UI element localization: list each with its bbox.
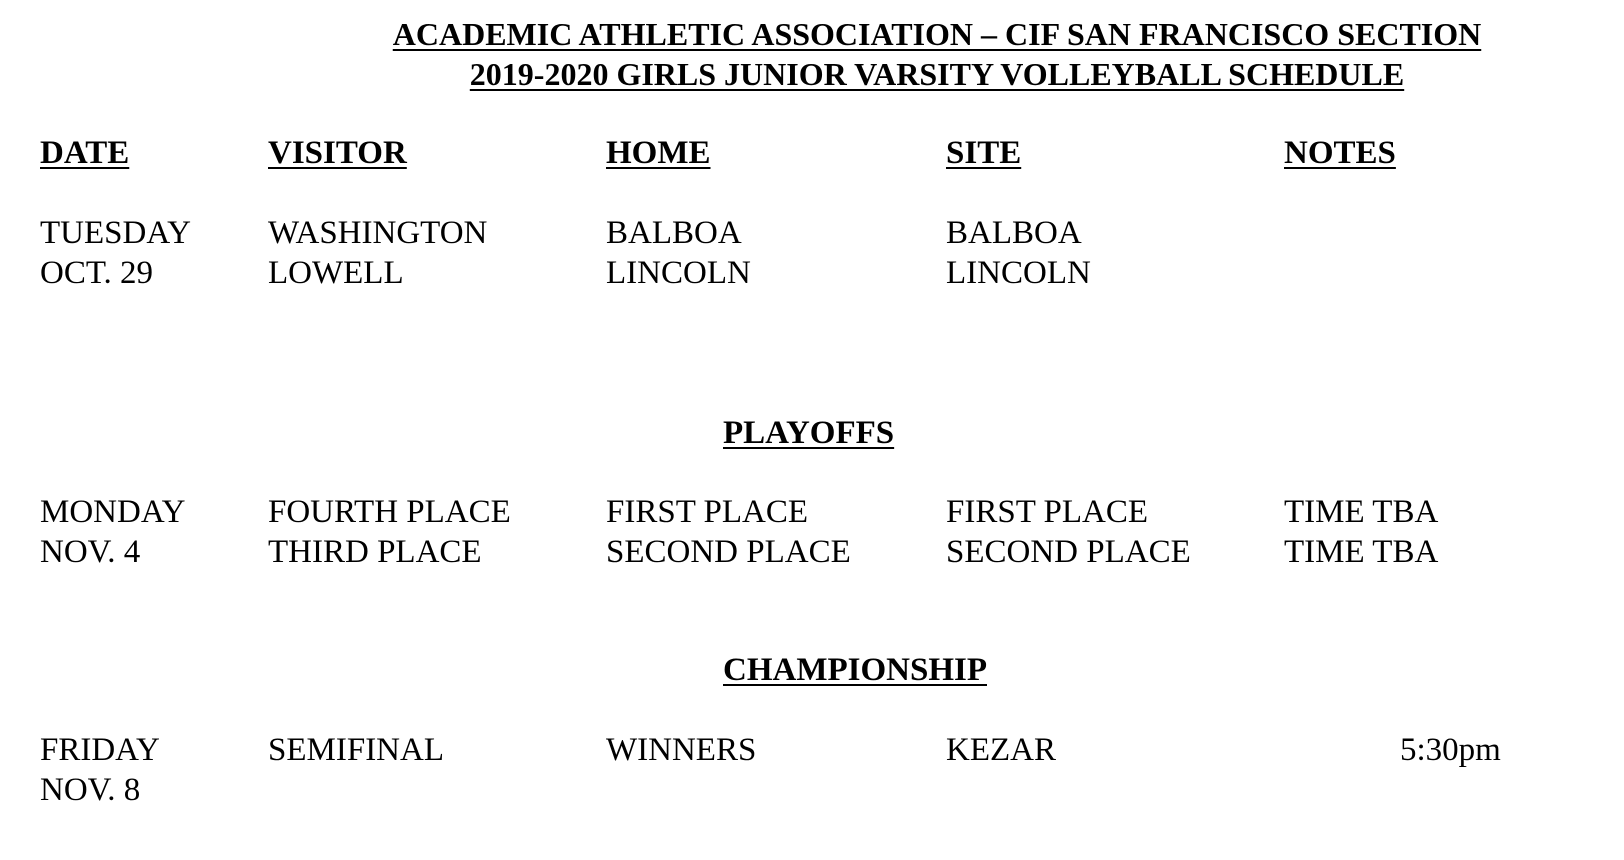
regular-game-1-visitor: WASHINGTON	[268, 215, 488, 251]
championship-time: 5:30pm	[1400, 732, 1501, 768]
column-header-site: SITE	[946, 135, 1022, 171]
playoffs-game-1-notes: TIME TBA	[1284, 494, 1439, 530]
playoffs-heading: PLAYOFFS	[723, 415, 895, 451]
championship-date: NOV. 8	[40, 772, 141, 808]
regular-date-day: TUESDAY	[40, 215, 191, 251]
playoffs-game-2-notes: TIME TBA	[1284, 534, 1439, 570]
regular-game-2-visitor: LOWELL	[268, 255, 404, 291]
playoffs-game-2-home: SECOND PLACE	[606, 534, 851, 570]
column-header-notes: NOTES	[1284, 135, 1396, 171]
playoffs-game-2-site: SECOND PLACE	[946, 534, 1191, 570]
championship-heading: CHAMPIONSHIP	[723, 652, 987, 688]
playoffs-game-1-site: FIRST PLACE	[946, 494, 1149, 530]
playoffs-game-2-visitor: THIRD PLACE	[268, 534, 482, 570]
playoffs-game-1-home: FIRST PLACE	[606, 494, 809, 530]
document-title-line2: 2019-2020 GIRLS JUNIOR VARSITY VOLLEYBALL SCHEDULE	[469, 56, 1405, 92]
playoffs-game-1-visitor: FOURTH PLACE	[268, 494, 511, 530]
regular-date: OCT. 29	[40, 255, 154, 291]
regular-game-2-home: LINCOLN	[606, 255, 751, 291]
championship-site: KEZAR	[946, 732, 1056, 768]
playoffs-date: NOV. 4	[40, 534, 141, 570]
column-header-date: DATE	[40, 135, 130, 171]
column-header-home: HOME	[606, 135, 711, 171]
regular-game-2-site: LINCOLN	[946, 255, 1091, 291]
document-title-line1: ACADEMIC ATHLETIC ASSOCIATION – CIF SAN FRANCISCO SECTION	[392, 16, 1482, 52]
regular-game-1-site: BALBOA	[946, 215, 1082, 251]
regular-game-1-home: BALBOA	[606, 215, 742, 251]
column-header-visitor: VISITOR	[268, 135, 407, 171]
playoffs-date-day: MONDAY	[40, 494, 186, 530]
championship-date-day: FRIDAY	[40, 732, 160, 768]
championship-home: WINNERS	[606, 732, 757, 768]
championship-visitor: SEMIFINAL	[268, 732, 445, 768]
